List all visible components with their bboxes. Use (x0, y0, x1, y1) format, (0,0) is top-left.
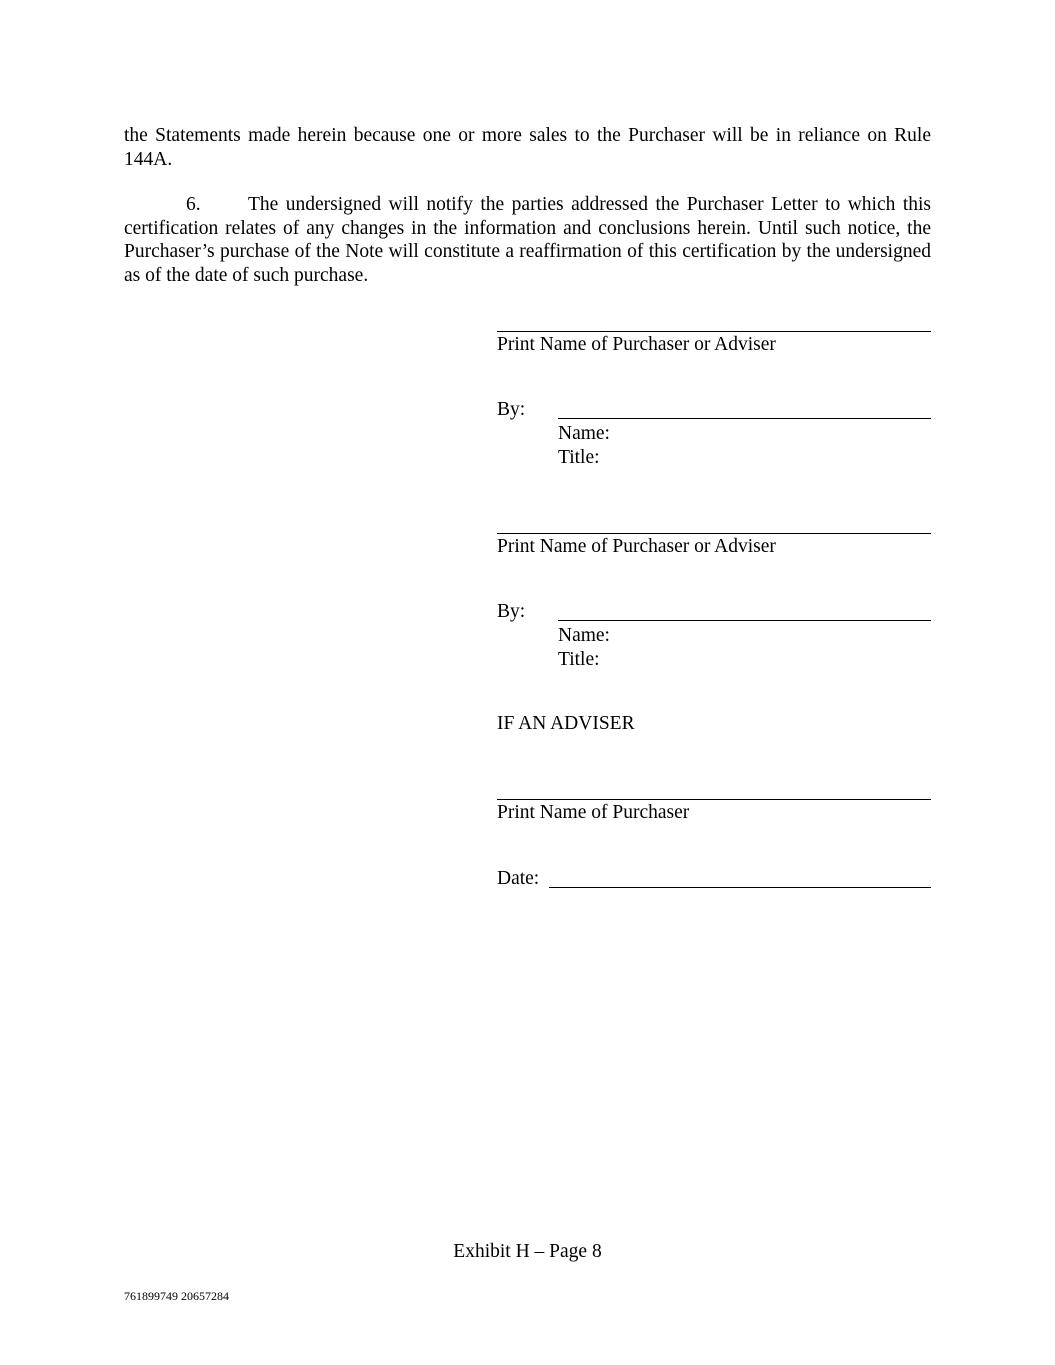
page-footer: Exhibit H – Page 8 (453, 1241, 602, 1262)
by-label-1: By: (497, 399, 526, 420)
title-label-1: Title: (558, 447, 600, 468)
document-id: 761899749 20657284 (124, 1289, 229, 1303)
print-name-label-2: Print Name of Purchaser or Adviser (497, 536, 776, 557)
adviser-heading: IF AN ADVISER (497, 713, 635, 734)
signature-line-print-name-2[interactable] (497, 533, 931, 534)
print-name-purchaser-label: Print Name of Purchaser (497, 802, 690, 823)
body-paragraph-6 (124, 193, 931, 288)
title-label-2: Title: (558, 649, 600, 670)
date-label: Date: (497, 868, 540, 889)
paragraph-number: 6. (186, 194, 201, 215)
print-name-label-1: Print Name of Purchaser or Adviser (497, 334, 776, 355)
signature-line-print-name-1[interactable] (497, 331, 931, 332)
signature-line-by-2[interactable] (558, 620, 931, 621)
signature-line-by-1[interactable] (558, 418, 931, 419)
body-paragraph-continuation: the Statements made herein because one or more sales to the Purchaser will be in reliance on Rule 144A. (124, 125, 931, 170)
paragraph-6-text: The undersigned will notify the parties addressed the Purchaser Letter to which this certification relates of any changes in the information and conclusions herein. Until such notice, the Purchaser’s purchase of the Note will constitute a reaffirmation of this certification by the undersigned as of the date of such purchase. (124, 194, 931, 287)
by-label-2: By: (497, 601, 526, 622)
date-line[interactable] (549, 887, 931, 888)
name-label-2: Name: (558, 625, 610, 646)
signature-line-print-name-purchaser[interactable] (497, 799, 931, 800)
name-label-1: Name: (558, 423, 610, 444)
